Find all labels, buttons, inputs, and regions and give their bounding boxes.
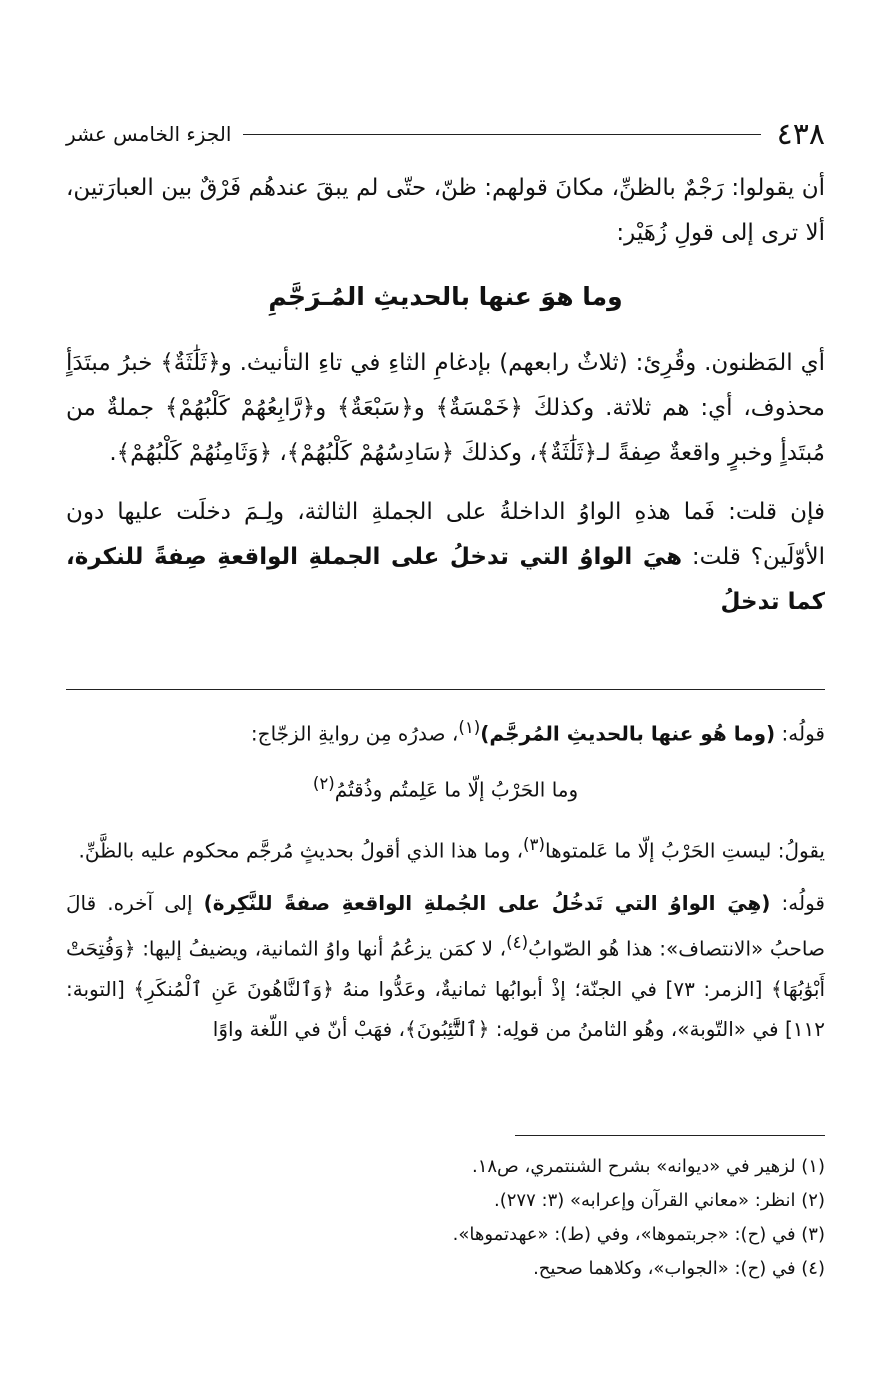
- commentary-label: قولُه:: [775, 721, 825, 746]
- main-paragraph-2: أي المَظنون. وقُرِئ: (ثلاثٌ رابعهم) بإدغامِ الثاءِ في تاءِ التأنيث. و﴿ثَلَٰثَةٌ﴾ خبرُ مبتَدَأٍ محذوف، أي: هم ثلاثة. وكذلكَ ﴿خَمْسَةٌ﴾ و﴿سَبْعَةٌ﴾ و﴿رَّابِعُهُمْ كَلْبُهُمْ﴾ جملةٌ من مُبتَدأٍ وخبرٍ واقعةٌ صِفةً لـ﴿ثَلَٰثَةٌ﴾، وكذلكَ ﴿سَادِسُهُمْ كَلْبُهُمْ﴾، ﴿وَثَامِنُهُمْ كَلْبُهُمْ﴾.: [66, 350, 825, 466]
- footnote-item: (١) لزهير في «ديوانه» بشرح الشنتمري، ص١٨.: [471, 1156, 825, 1177]
- main-paragraph-3-text: فإن قلت: فَما هذهِ الواوُ الداخلةُ على الجملةِ الثالثة، ولِـمَ دخلَت عليها دون الأوّلَين؟ قلت:: [66, 499, 825, 570]
- main-paragraph-3: [66, 490, 825, 625]
- commentary-verse-text: وما الحَرْبُ إلّا ما عَلِمتُم وذُقتُمُ: [334, 777, 579, 802]
- main-text: [66, 166, 825, 639]
- commentary-paragraph-2: [66, 825, 825, 871]
- running-title: الجزء الخامس عشر: [66, 122, 232, 146]
- main-separator: [66, 689, 825, 690]
- footnote-item: (٢) انظر: «معاني القرآن وإعرابه» (٣: ٢٧٧).: [494, 1190, 825, 1211]
- commentary-text: إلى آخره. قالَ صاحبُ «الانتصاف»: هذا هُو الصّوابُ: [66, 890, 825, 961]
- commentary: [66, 708, 825, 1059]
- footnote-ref: (٣): [523, 835, 545, 855]
- page-number: ٤٣٨: [776, 116, 825, 152]
- commentary-quote: (وما هُو عنها بالحديثِ المُرجَّم): [480, 721, 776, 746]
- commentary-text: ، لا كمَن يزعُمُ أنها واوُ الثمانية، ويضيفُ إليها: ﴿وَفُتِحَتْ أَبْوَٰبُهَا﴾ [الزمر: ٧٣] في الجنّة؛ إذْ أبوابُها ثمانيةٌ، وعَدُّوا منهُ ﴿وَٱلنَّاهُونَ عَنِ ٱلْمُنكَرِ﴾ [التوبة: ١١٢] في «التّوبة»، وهُو الثامنُ من قولِه: ﴿ٱلتَّٰٓئِبُونَ﴾، فهَبْ أنّ في اللّغة واوًا: [66, 936, 825, 1041]
- commentary-text: يقولُ: ليستِ الحَرْبُ إلّا ما عَلمتوها: [545, 838, 825, 863]
- header-rule: [243, 134, 760, 135]
- poetry-verse: وما هوَ عنها بالحديثِ المُـرَجَّمِ: [268, 282, 623, 311]
- commentary-text: ، صدرُه مِن روايةِ الزجّاج:: [250, 721, 459, 746]
- footnote-ref: (١): [458, 718, 481, 737]
- footnote-item: (٤) في (ح): «الجواب»، وكلاهما صحيح.: [533, 1258, 825, 1279]
- footnote-item: (٣) في (ح): «جربتموها»، وفي (ط): «عهدتموها».: [452, 1224, 825, 1245]
- footnotes: [66, 1150, 825, 1286]
- page-header: [66, 112, 825, 156]
- commentary-label: قولُه:: [770, 890, 825, 915]
- commentary-quote: (هِيَ الواوُ التي تَدخُلُ على الجُملةِ الواقعةِ صفةً للنَّكِرة): [203, 890, 771, 915]
- commentary-paragraph-1: [66, 708, 825, 754]
- commentary-verse: [66, 764, 825, 810]
- footnote-ref: (٤): [506, 932, 529, 952]
- commentary-text: ، وما هذا الذي أقولُ بحديثٍ مُرجَّم محكوم عليه بالظَّنِّ.: [78, 838, 524, 863]
- commentary-paragraph-3: [66, 883, 825, 1049]
- main-paragraph-1: أن يقولوا: رَجْمٌ بالظنِّ، مكانَ قولهم: ظنّ، حتّى لم يبقَ عندهُم فَرْقٌ بين العبارَتين، ألا ترى إلى قولِ زُهَيْر:: [66, 175, 825, 246]
- footnote-separator: [515, 1135, 825, 1136]
- main-paragraph-3-bold: هيَ الواوُ التي تدخلُ على الجملةِ الواقعةِ صِفةً للنكرة، كما تدخلُ: [66, 544, 825, 615]
- footnote-ref: (٢): [312, 773, 335, 793]
